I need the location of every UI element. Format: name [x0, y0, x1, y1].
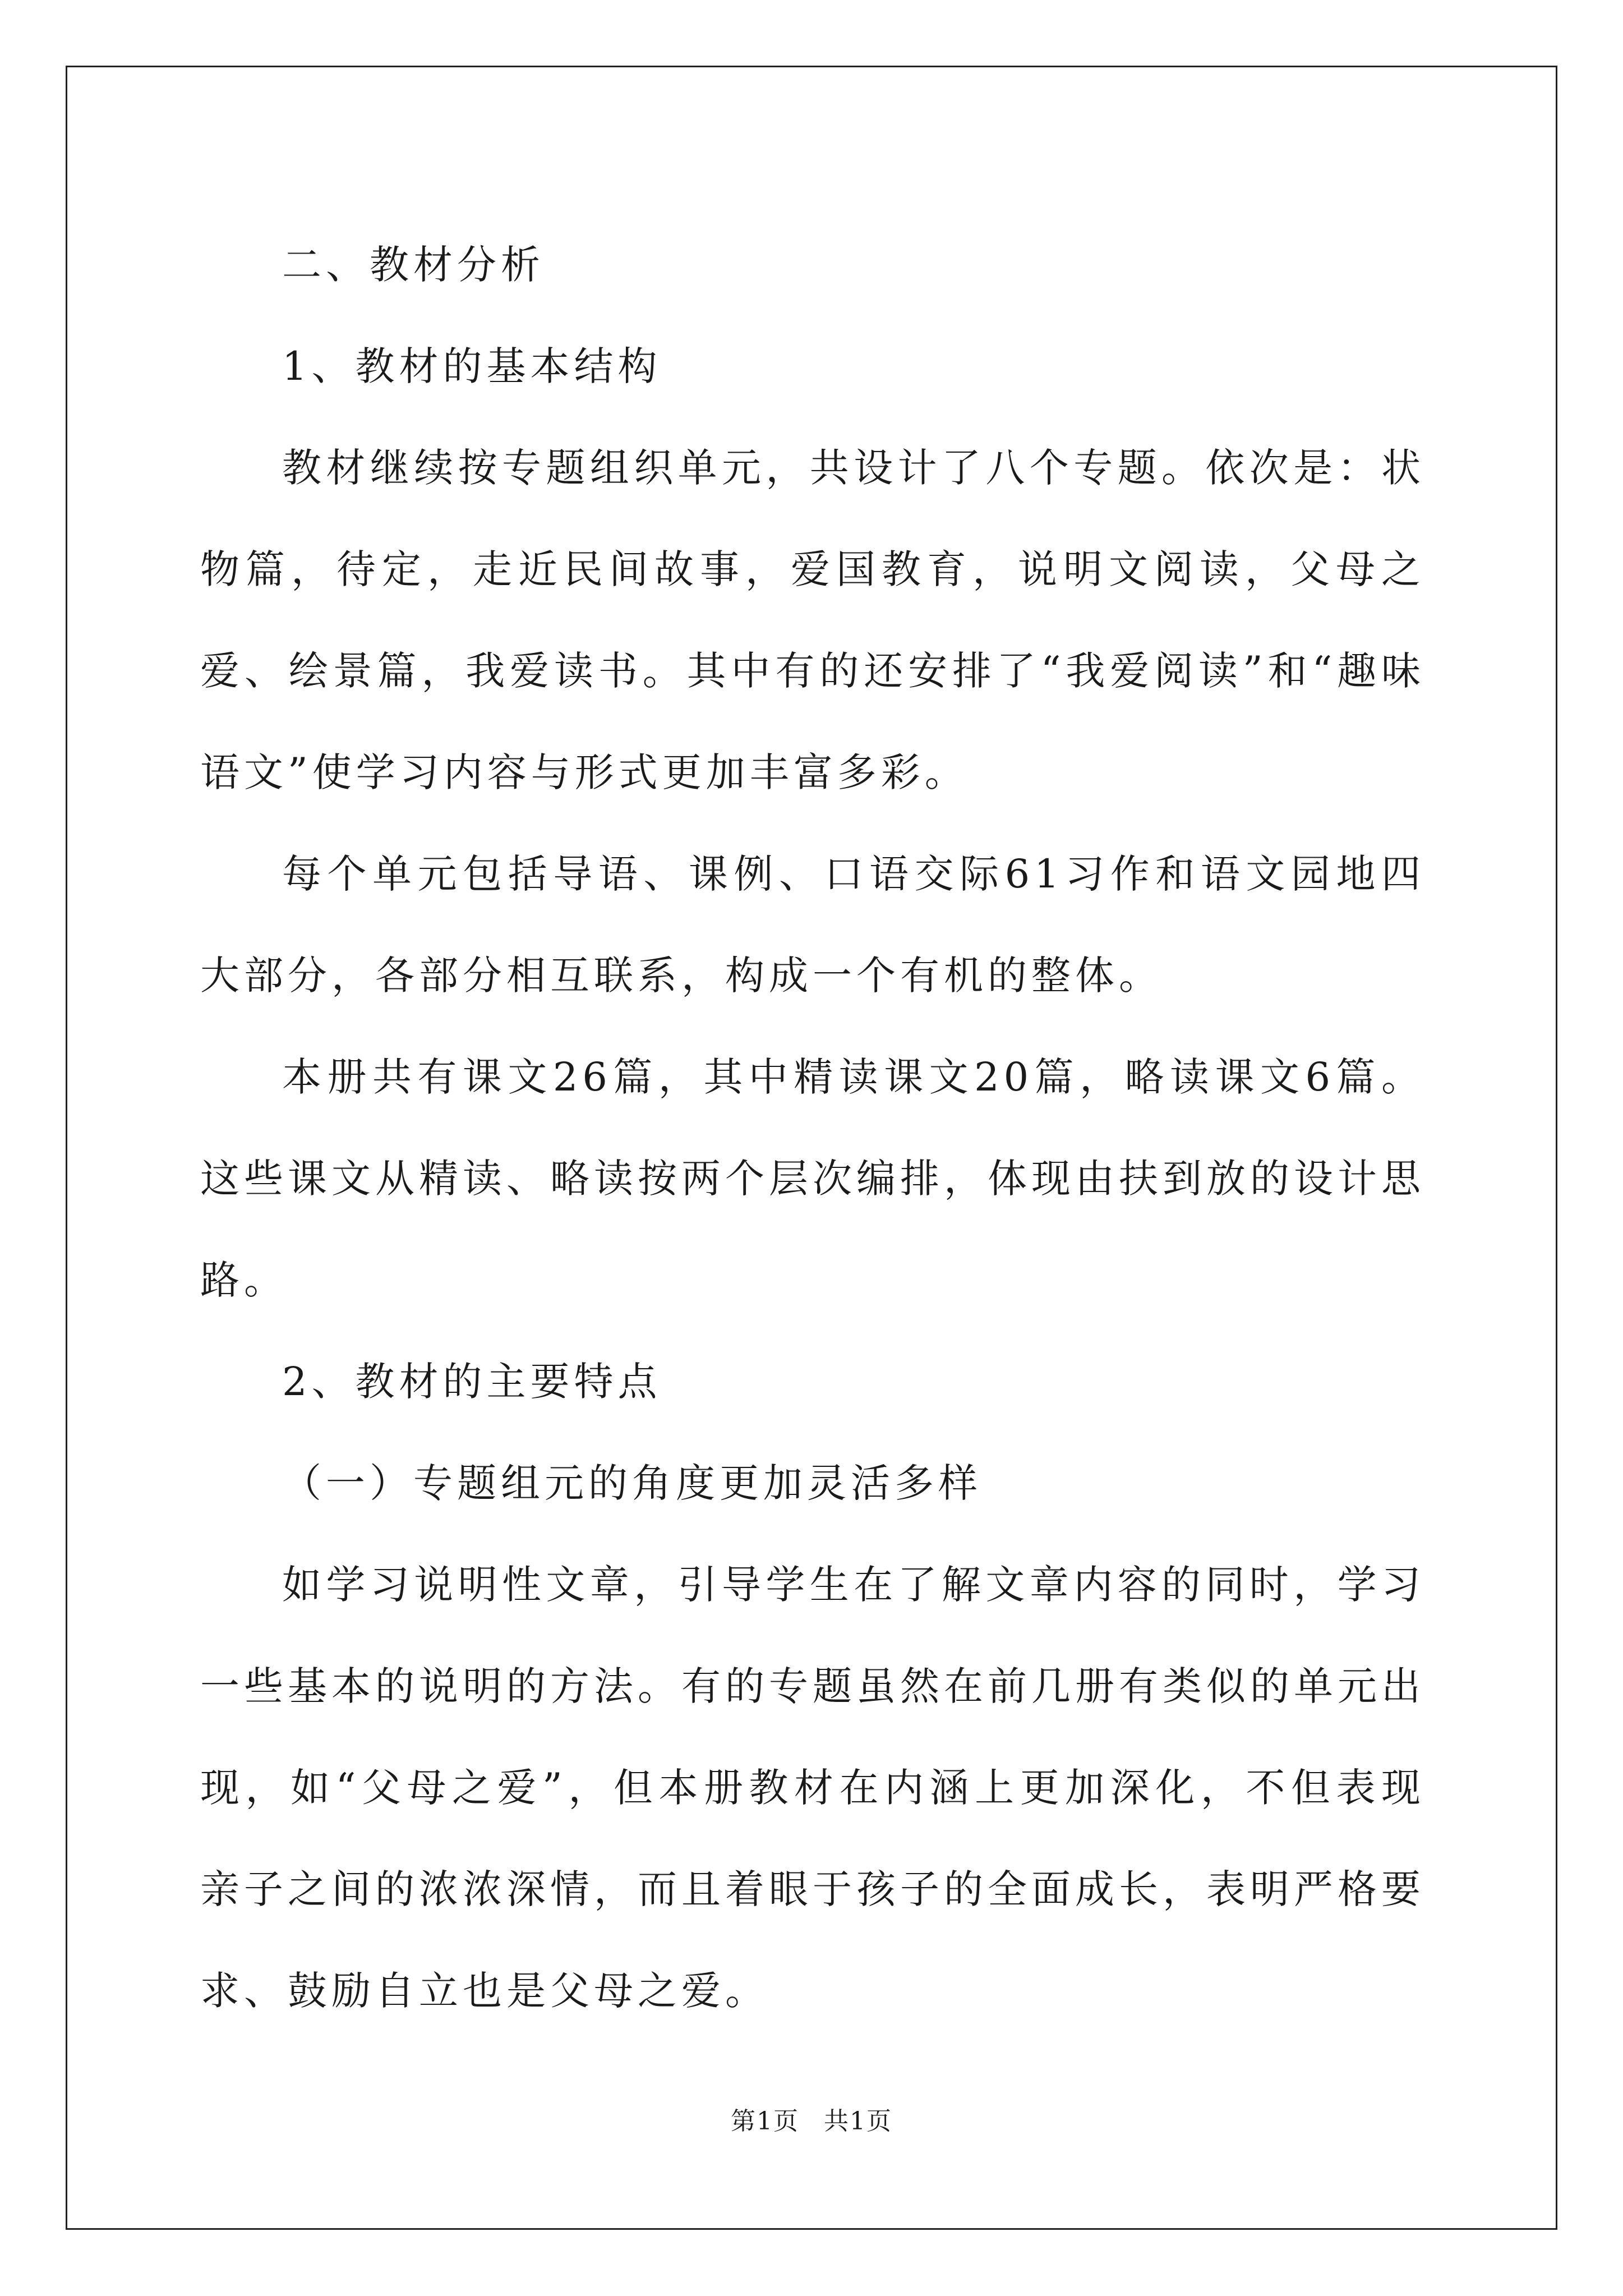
- document-body: [200, 214, 1425, 2042]
- page-total: 共1页: [824, 2107, 892, 2136]
- body-paragraph: 教材继续按专题组织单元，共设计了八个专题。依次是：状物篇，待定，走近民间故事，爱国教育，说明文阅读，父母之爱、绘景篇，我爱读书。其中有的还安排了“我爱阅读”和“趣味语文”使学习内容与形式更加丰富多彩。: [200, 445, 1425, 795]
- item-heading: （一）专题组元的角度更加灵活多样: [282, 1460, 982, 1506]
- section-heading: 二、教材分析: [282, 242, 545, 288]
- page-footer: [0, 2101, 1623, 2137]
- body-paragraph: 每个单元包括导语、课例、口语交际61习作和语文园地四大部分，各部分相互联系，构成一个有机的整体。: [200, 851, 1425, 999]
- subsection-heading: 1、教材的基本结构: [282, 343, 662, 389]
- subsection-heading: 2、教材的主要特点: [282, 1359, 662, 1405]
- body-paragraph: 本册共有课文26篇，其中精读课文20篇，略读课文6篇。这些课文从精读、略读按两个层次编排，体现由扶到放的设计思路。: [200, 1054, 1425, 1303]
- page-number: 第1页: [731, 2107, 799, 2136]
- body-paragraph: 如学习说明性文章，引导学生在了解文章内容的同时，学习一些基本的说明的方法。有的专题虽然在前几册有类似的单元出现，如“父母之爱”，但本册教材在内涵上更加深化，不但表现亲子之间的浓浓深情，而且着眼于孩子的全面成长，表明严格要求、鼓励自立也是父母之爱。: [200, 1562, 1425, 2014]
